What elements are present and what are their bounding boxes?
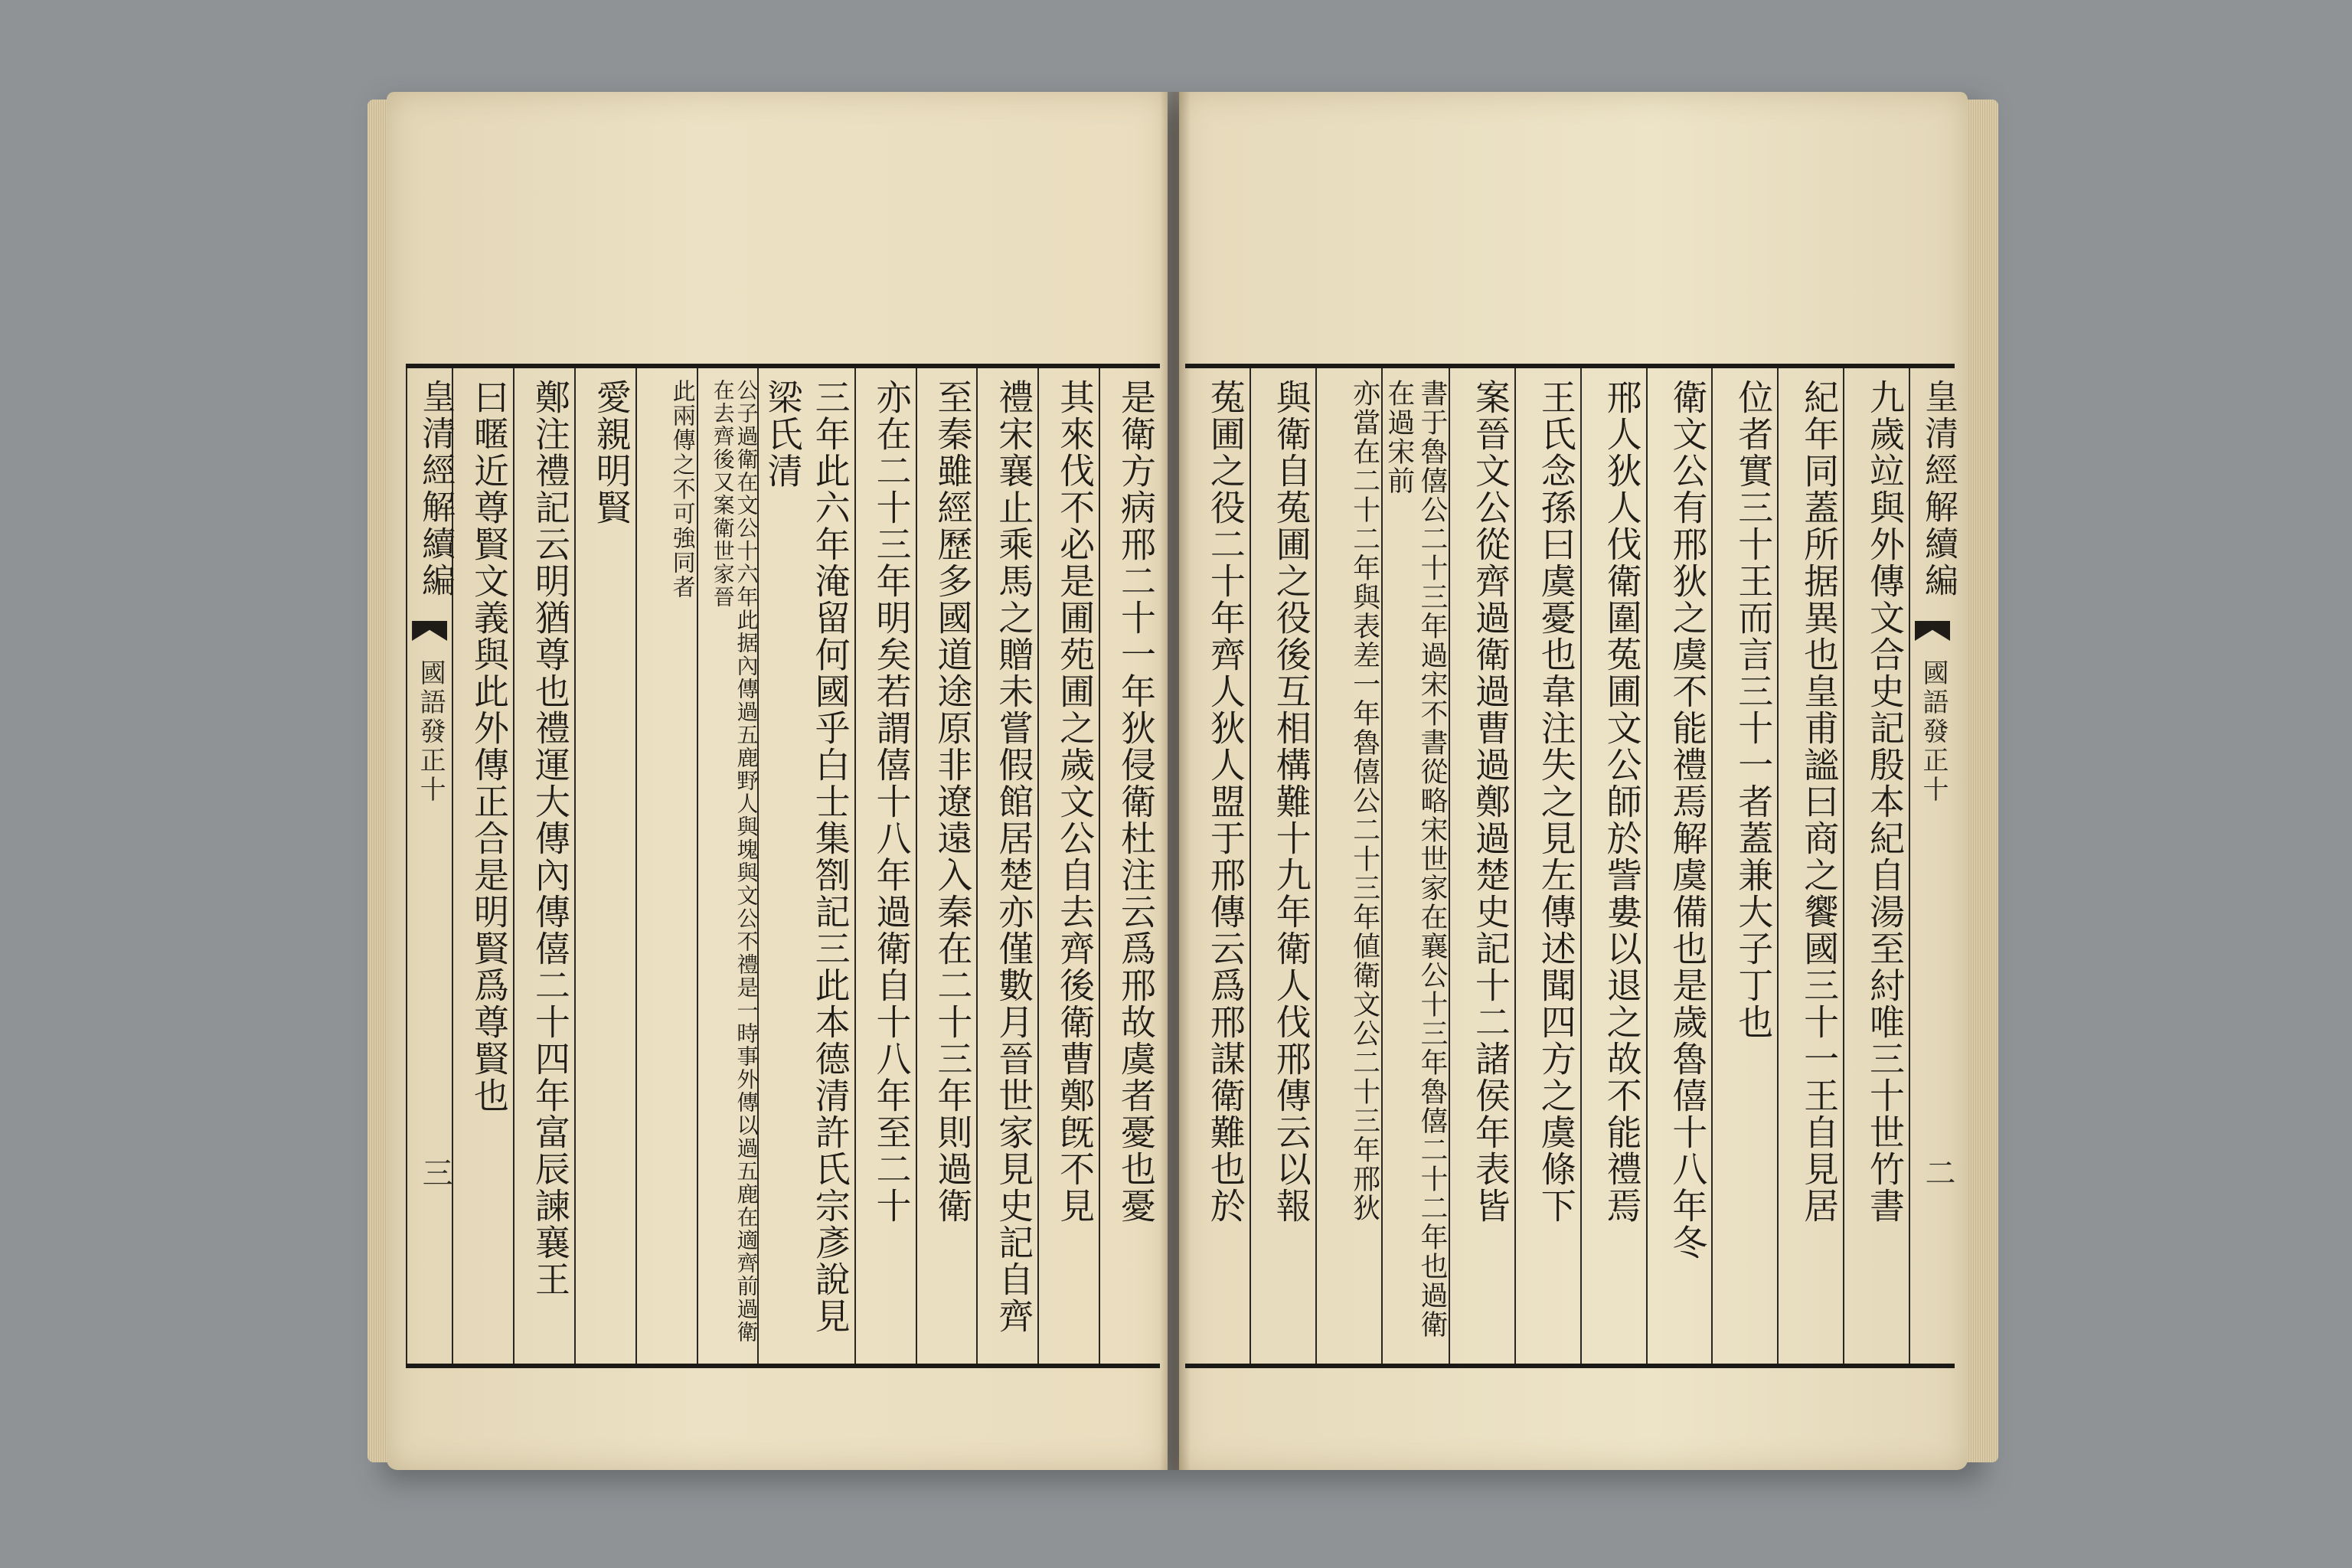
text-column: 位者實三十王而言三十一者蓋兼大子丁也 — [1711, 368, 1777, 1364]
text-column: 亦在二十三年明矣若謂僖十八年過衛自十八年至二十 — [854, 368, 916, 1364]
left-text-frame — [406, 364, 1160, 1368]
text-column: 菟圃之役二十年齊人狄人盟于邢傳云爲邢謀衛難也於 — [1204, 379, 1246, 1224]
text-column: 曰暱近尊賢文義與此外傳正合是明賢爲尊賢也 — [452, 368, 513, 1364]
text-column: 三年此六年淹留何國乎白士集劄記三此本德清許氏宗彥說見梁氏清 — [757, 368, 854, 1364]
text-column: 其來伐不必是圃苑圃之歲文公自去齊後衛曹鄭旣不見 — [1037, 368, 1099, 1364]
margin-subtitle: 國語發正十 — [1918, 659, 1949, 805]
text-column: 紀年同蓋所据異也皇甫謐曰商之饗國三十一王自見居 — [1777, 368, 1843, 1364]
text-column-annotation: 此兩傳之不可強同者 — [635, 368, 697, 1364]
text-column-heading: 愛親明賢 — [574, 368, 635, 1364]
text-column: 九歲竝與外傳文合史記殷本紀自湯至紂唯三十世竹書 — [1843, 368, 1909, 1364]
text-column: 衛文公有邢狄之虞不能禮焉解虞備也是歲魯僖十八年冬 — [1646, 368, 1712, 1364]
margin-title: 皇清經解續編 — [416, 379, 456, 599]
text-column: 鄭注禮記云明猶尊也禮運大傳內傳僖二十四年富辰諫襄王 — [513, 368, 574, 1364]
text-column-annotation: 公子過衛在文公十六年此据內傳過五鹿野人與塊與文公不禮是一時事外傳以過五鹿在適齊前過衛在去齊後又案衛世家晉 — [697, 368, 758, 1364]
margin-subtitle: 國語發正十 — [415, 659, 446, 805]
text-column: 王氏念孫曰虞憂也韋注失之見左傳述聞四方之虞條下 — [1514, 368, 1580, 1364]
text-column: 與衛自菟圃之役後互相構難十九年衛人伐邢傳云以報 — [1250, 368, 1315, 1364]
text-column: 禮宋襄止乘馬之贈未嘗假館居楚亦僅數月晉世家見史記自齊 — [976, 368, 1037, 1364]
text-column: 邢人狄人伐衛圍菟圃文公師於訾婁以退之故不能禮焉 — [1580, 368, 1646, 1364]
text-column: 亦當在二十二年與表差一年魯僖公二十三年値衛文公二十三年邢狄 — [1315, 368, 1381, 1364]
margin-title: 皇清經解續編 — [1919, 379, 1958, 599]
text-column: 是衛方病邢二十一年狄侵衛杜注云爲邢故虞者憂也憂 — [1099, 368, 1160, 1364]
leaf-number: 三 — [417, 1157, 453, 1191]
text-column: 書于魯僖公二十三年過宋不書從略宋世家在襄公十三年魯僖二十二年也過衛在過宋前 — [1381, 368, 1449, 1364]
fish-tail-mark — [1915, 621, 1950, 641]
fish-tail-mark — [412, 621, 447, 641]
left-margin-center — [406, 368, 456, 1364]
text-column: 案晉文公從齊過衛過曹過鄭過楚史記十二諸侯年表皆 — [1449, 368, 1514, 1364]
leaf-number: 二 — [1920, 1157, 1955, 1191]
text-column: 至秦雖經歷多國道途原非遼遠入秦在二十三年則過衛 — [916, 368, 977, 1364]
right-margin-center — [1909, 368, 1958, 1364]
right-text-frame — [1185, 364, 1958, 1368]
